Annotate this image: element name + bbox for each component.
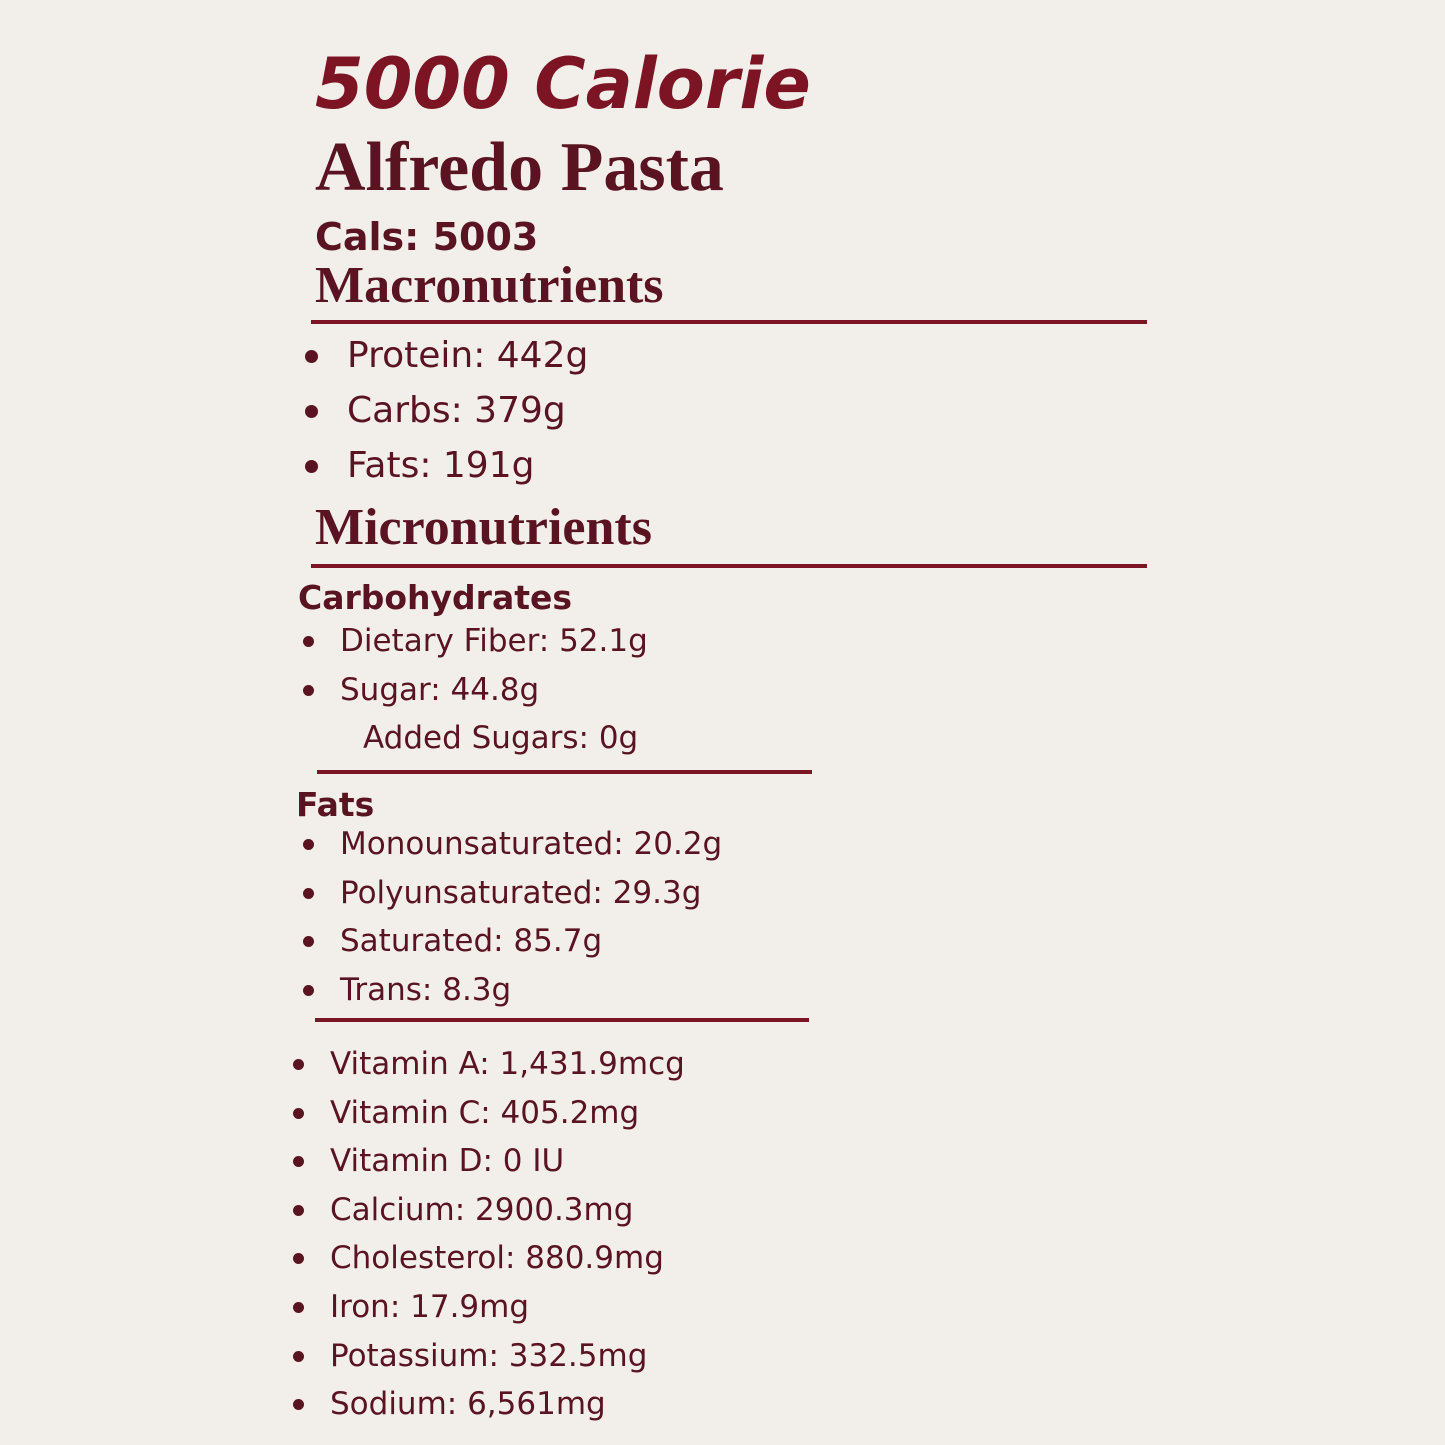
carbohydrates-heading: Carbohydrates: [298, 578, 573, 617]
macronutrients-divider: [311, 320, 1147, 324]
list-item: Monounsaturated: 20.2g: [303, 820, 722, 869]
carbohydrates-divider: [317, 770, 812, 774]
list-item: Protein: 442g: [305, 328, 588, 383]
list-item: Polyunsaturated: 29.3g: [303, 869, 722, 918]
micronutrients-divider: [311, 564, 1147, 568]
list-item: Vitamin D: 0 IU: [293, 1137, 685, 1186]
macronutrients-heading: Macronutrients: [315, 257, 664, 314]
list-item: Cholesterol: 880.9mg: [293, 1234, 685, 1283]
macronutrients-list: [305, 328, 588, 493]
fats-heading: Fats: [296, 785, 375, 824]
list-item: Trans: 8.3g: [303, 966, 722, 1015]
calories-total: Cals: 5003: [315, 215, 539, 259]
list-item: Vitamin C: 405.2mg: [293, 1089, 685, 1138]
page-title: Alfredo Pasta: [315, 129, 724, 206]
added-sugars: Added Sugars: 0g: [363, 720, 639, 756]
list-item: Vitamin A: 1,431.9mcg: [293, 1040, 685, 1089]
list-item: Calcium: 2900.3mg: [293, 1186, 685, 1235]
list-item: Fats: 191g: [305, 438, 588, 493]
title-calorie-count: 5000 Calorie: [315, 43, 811, 125]
fats-list: [303, 820, 722, 1014]
list-item: Iron: 17.9mg: [293, 1283, 685, 1332]
list-item: Saturated: 85.7g: [303, 917, 722, 966]
list-item: Sodium: 6,561mg: [293, 1380, 685, 1429]
fats-divider: [315, 1018, 809, 1022]
carbohydrates-list: [303, 617, 648, 714]
vitamins-minerals-list: [293, 1040, 685, 1429]
list-item: Dietary Fiber: 52.1g: [303, 617, 648, 666]
micronutrients-heading: Micronutrients: [315, 499, 652, 556]
list-item: Potassium: 332.5mg: [293, 1332, 685, 1381]
list-item: Carbs: 379g: [305, 383, 588, 438]
list-item: Sugar: 44.8g: [303, 666, 648, 715]
